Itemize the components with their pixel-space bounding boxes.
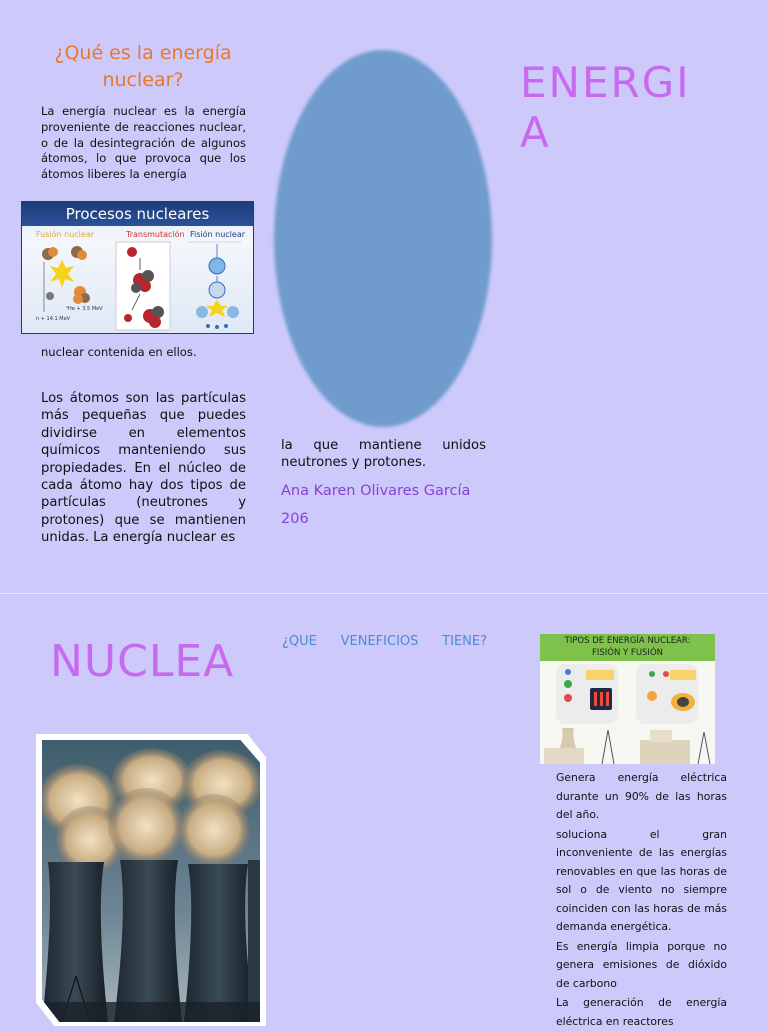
intro-paragraph-continued: nuclear contenida en ellos. xyxy=(41,345,197,359)
fission-fusion-title-line: TIPOS DE ENERGÍA NUCLEAR: xyxy=(564,636,691,646)
svg-text:⁴He + 3.5 MeV: ⁴He + 3.5 MeV xyxy=(66,306,103,312)
energia-title: ENERGIA xyxy=(520,58,691,157)
decorative-oval xyxy=(274,50,492,427)
benefits-question xyxy=(282,634,487,649)
benefits-question-word: TIENE? xyxy=(442,634,487,649)
group-number: 206 xyxy=(281,511,309,527)
page-divider xyxy=(0,593,768,594)
fusion-label: Fusión nuclear xyxy=(36,230,95,239)
list-item xyxy=(537,826,727,937)
benefits-list xyxy=(537,769,727,1032)
cooling-towers-photo xyxy=(36,734,266,1026)
author-name: Ana Karen Olivares García xyxy=(281,483,471,499)
cooling-towers-illustration xyxy=(42,740,260,1022)
benefit-text: Genera energía eléctrica durante un 90% de las horas del año. xyxy=(556,771,727,821)
nuclear-processes-image xyxy=(22,202,253,333)
benefit-text: soluciona el gran inconveniente de las energías renovables en que las horas de sol o de viento no siempre coinciden con las horas de más demanda energética. xyxy=(556,827,727,933)
list-item xyxy=(537,769,727,825)
benefit-text: La generación de energía eléctrica en reactores xyxy=(556,996,727,1028)
fission-fusion-title-line: FISIÓN Y FUSIÓN xyxy=(591,648,663,658)
intro-paragraph: La energía nuclear es la energía proveniente de reacciones nuclear, o de la desintegración de algunos átomos, lo que provoca que los átomos liberes la energía xyxy=(41,104,246,182)
list-item xyxy=(537,994,727,1031)
cooling-towers-photo-inner xyxy=(42,740,260,1022)
svg-text:n + 14.1 MeV: n + 14.1 MeV xyxy=(36,316,71,322)
transmutation-label: Transmutación xyxy=(126,230,185,239)
atoms-paragraph: Los átomos son las partículas más pequeñas que puedes dividirse en elementos químicos manteniendo sus propiedades. En el núcleo de cada átomo hay dos tipos de partículas (neutrones y protones) que se mantienen unidas. La energía nuclear es xyxy=(41,391,246,546)
fission-fusion-image-title xyxy=(540,634,715,661)
fission-fusion-illustration xyxy=(540,660,715,764)
what-is-nuclear-energy-heading: ¿Qué es la energía nuclear? xyxy=(54,42,232,91)
list-item xyxy=(537,938,727,994)
benefits-question-word: ¿QUE xyxy=(282,634,317,649)
nucleus-paragraph: la que mantiene unidos neutrones y protones. xyxy=(281,438,486,471)
benefits-question-word: VENEFICIOS xyxy=(340,634,419,649)
nuclea-title: NUCLEA xyxy=(50,636,235,687)
nuclear-processes-diagram xyxy=(22,202,253,333)
fission-label: Fisión nuclear xyxy=(190,230,246,239)
nuclear-processes-image-title: Procesos nucleares xyxy=(22,202,253,226)
fission-fusion-image xyxy=(540,634,715,764)
benefit-text: Es energía limpia porque no genera emisiones de dióxido de carbono xyxy=(556,939,727,990)
